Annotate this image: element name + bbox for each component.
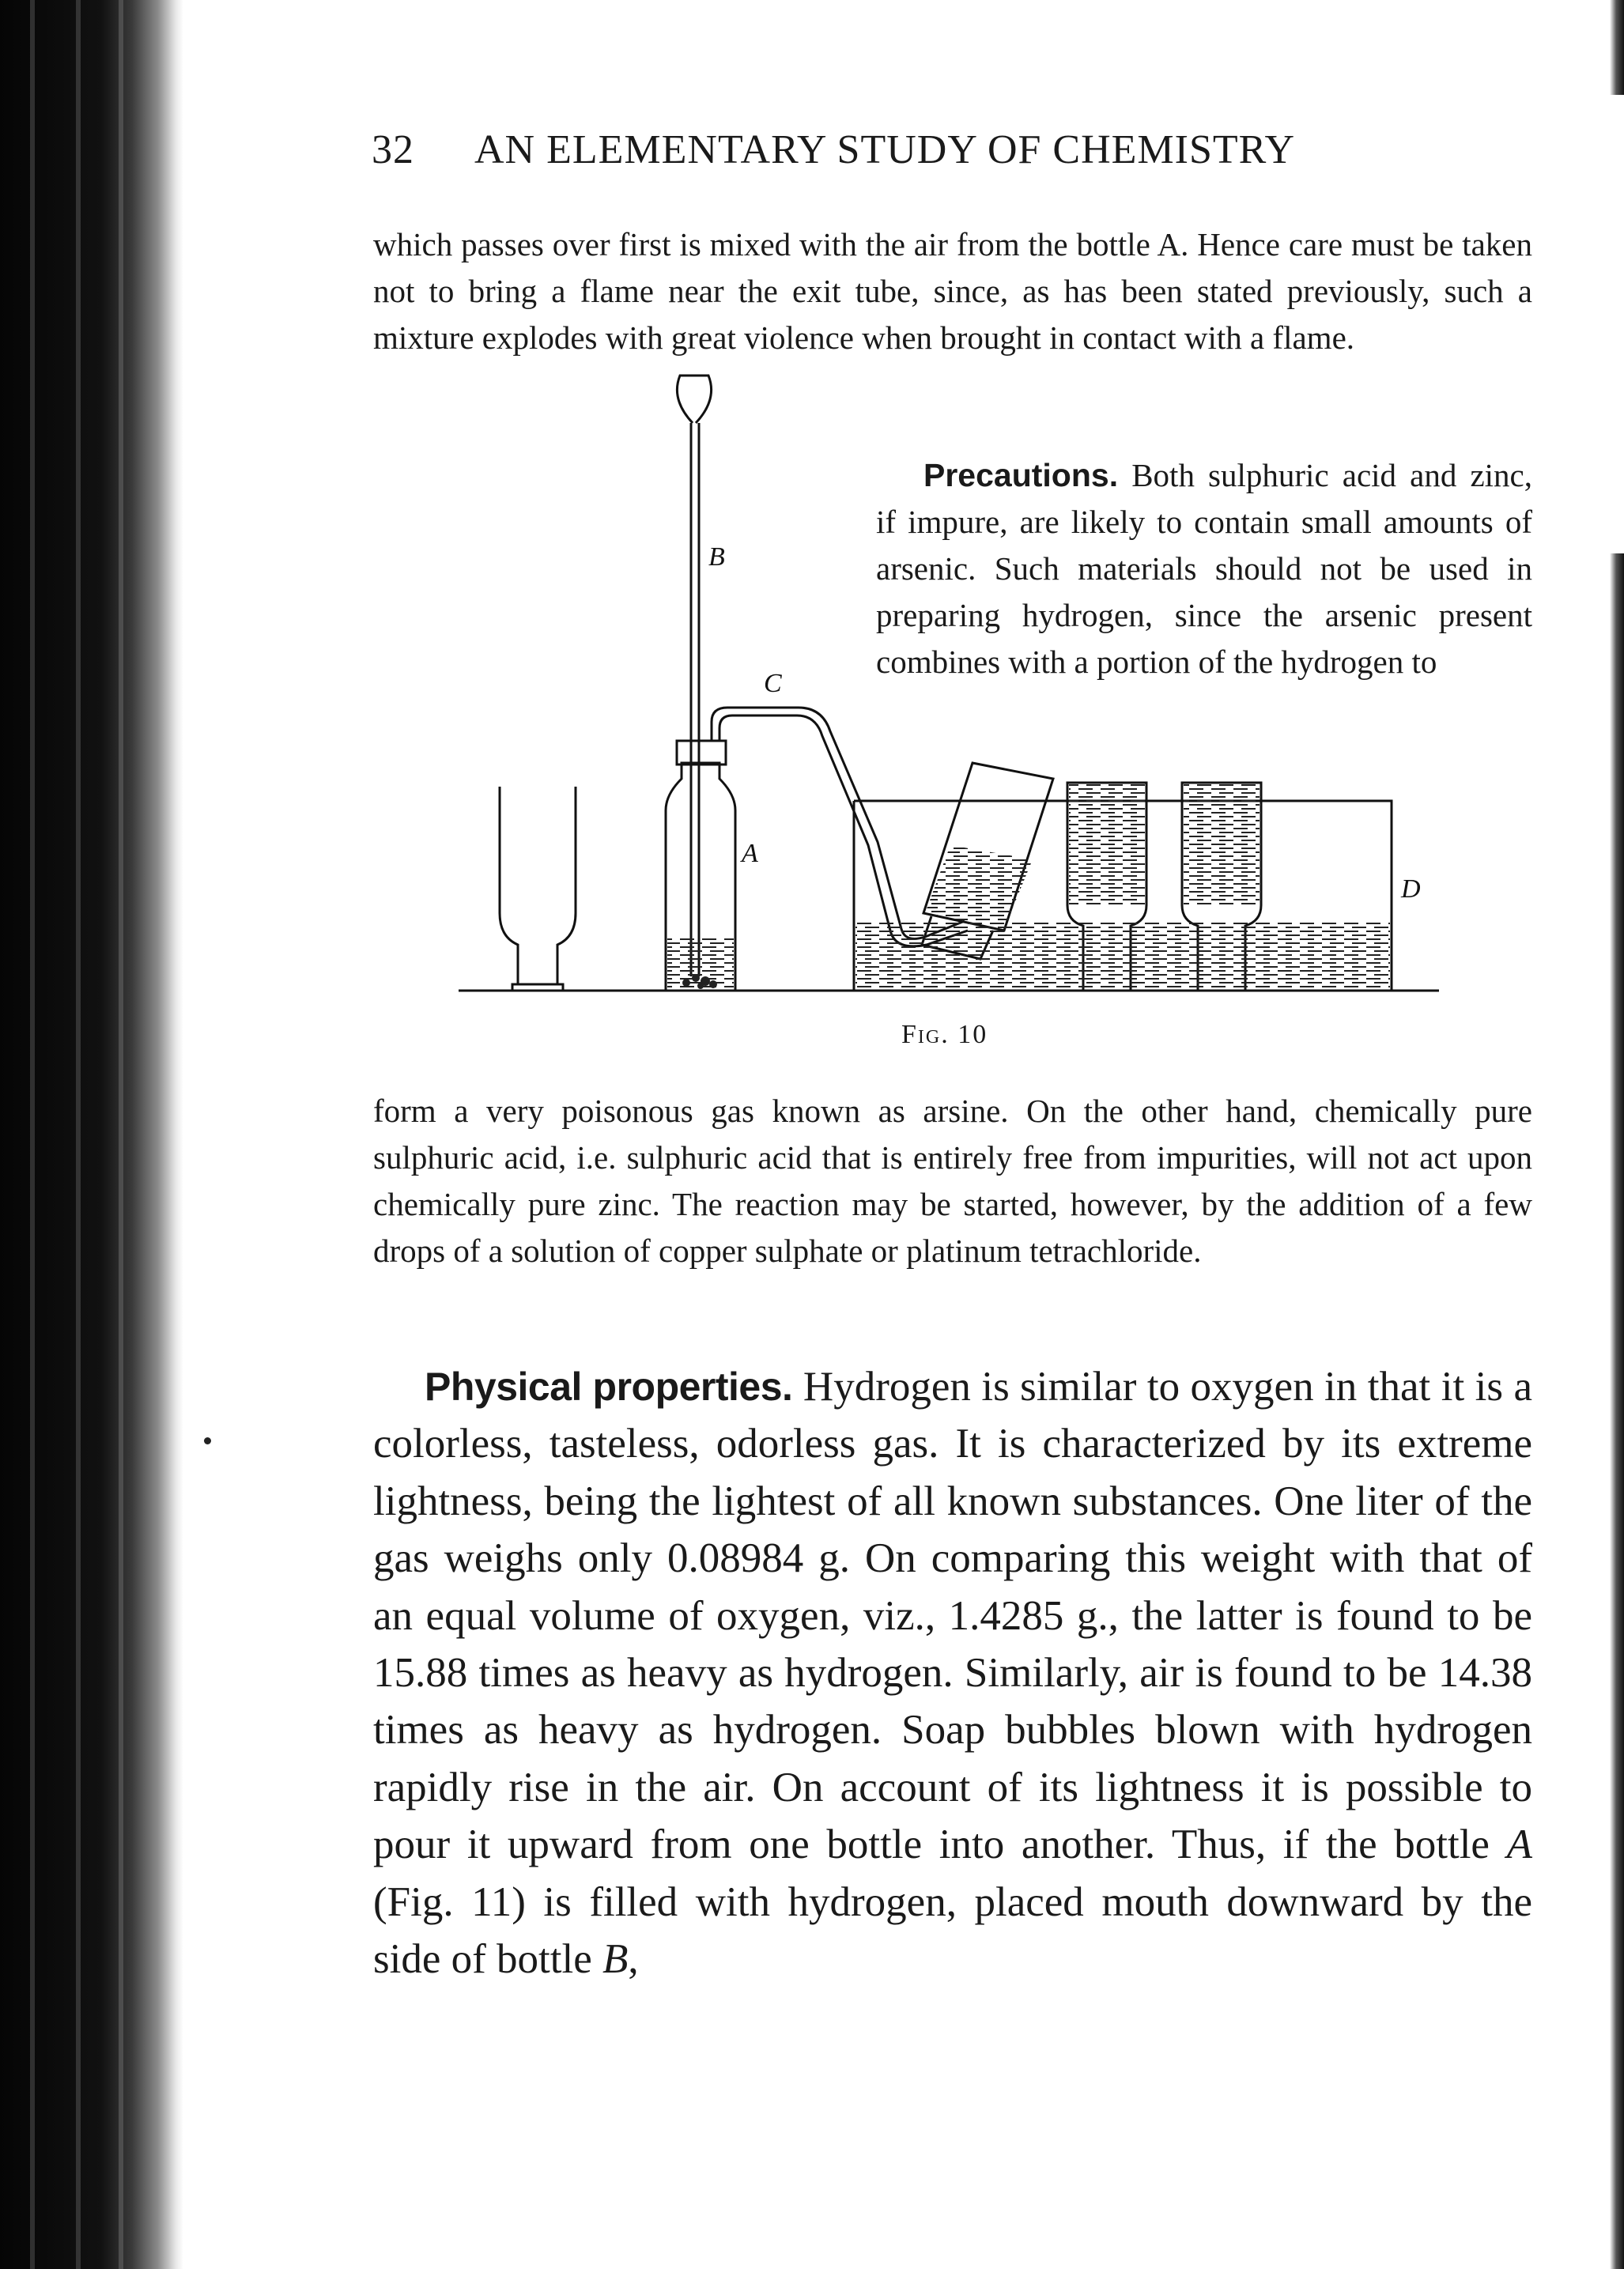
physical-properties-body: Hydrogen is similar to oxygen in that it is a colorless, tasteless, odorless gas. It is characterized by its extreme lightness, being the lightest of all known substances. One liter of the gas weighs only 0.08984 g. On comparing this weight with that of an equal volume of oxygen, viz., 1.4285 g., the latter is found to be 15.88 times as heavy as hydrogen. Similarly, air is found to be 14.38 times as heavy as hydrogen. Soap bubbles blown with hydrogen rapidly rise in the air. On account of its lightness it is possible to pour it upward from one bottle into another. Thus, if the bottle [373,1364,1532,1868]
bottle-b-ref: B [602,1936,629,1983]
right-edge-shadow-top [1610,0,1624,95]
fig-11-ref: (Fig. 11) is filled with hydrogen, placed mouth downward by the side of bottle [373,1878,1532,1983]
label-a: A [742,839,758,868]
running-head [372,126,1415,173]
figure-caption: Fig. 10 [901,1020,988,1049]
precautions-body: Both sulphuric acid and zinc, if impure, are likely to contain small amounts of arsenic. Such materials should not be used in preparing hydrogen, since the arsenic present combines with a portion of the hydrogen to [876,457,1532,680]
label-b: B [708,542,725,572]
physical-properties-paragraph: Physical properties. Hydrogen is similar to oxygen in that it is a colorless, tasteless, odorless gas. It is characterized by its extreme lightness, being the lightest of all known substances. One liter of the gas weighs only 0.08984 g. On comparing this weight with that of an equal volume of oxygen, viz., 1.4285 g., the latter is found to be 15.88 times as heavy as hydrogen. Similarly, air is found to be 14.38 times as heavy as hydrogen. Soap bubbles blown with hydrogen rapidly rise in the air. On account of its lightness it is possible to pour it upward from one bottle into another. Thus, if the bottle A (Fig. 11) is filled with hydrogen, placed mouth downward by the side of bottle B, [373,1364,1532,1983]
page-number: 32 [372,127,414,172]
intro-paragraph: which passes over first is mixed with the air from the bottle A. Hence care must be taken not to bring a flame near the exit tube, since, as has been stated previously, such a mixture explodes with great violence when brought in contact with a flame. [373,226,1532,356]
precautions-heading: Precautions. [923,457,1119,493]
binding-gutter [0,0,183,2269]
bottle-a-ref: A [1506,1822,1532,1868]
scan-speck [204,1437,211,1444]
book-title: AN ELEMENTARY STUDY OF CHEMISTRY [474,127,1296,172]
physical-properties-heading: Physical properties. [425,1365,793,1409]
right-edge-shadow [1610,553,1624,2269]
figure-hydrogen-apparatus [459,368,1439,1004]
label-d: D [1401,874,1421,904]
precautions-continuation: form a very poisonous gas known as arsine. On the other hand, chemically pure sulphuric acid, i.e. sulphuric acid that is entirely free from impurities, will not act upon chemically pure zinc. The reaction may be started, however, by the addition of a few drops of a solution of copper sulphate or platinum tetrachloride. [373,1093,1532,1269]
label-c: C [764,669,782,698]
